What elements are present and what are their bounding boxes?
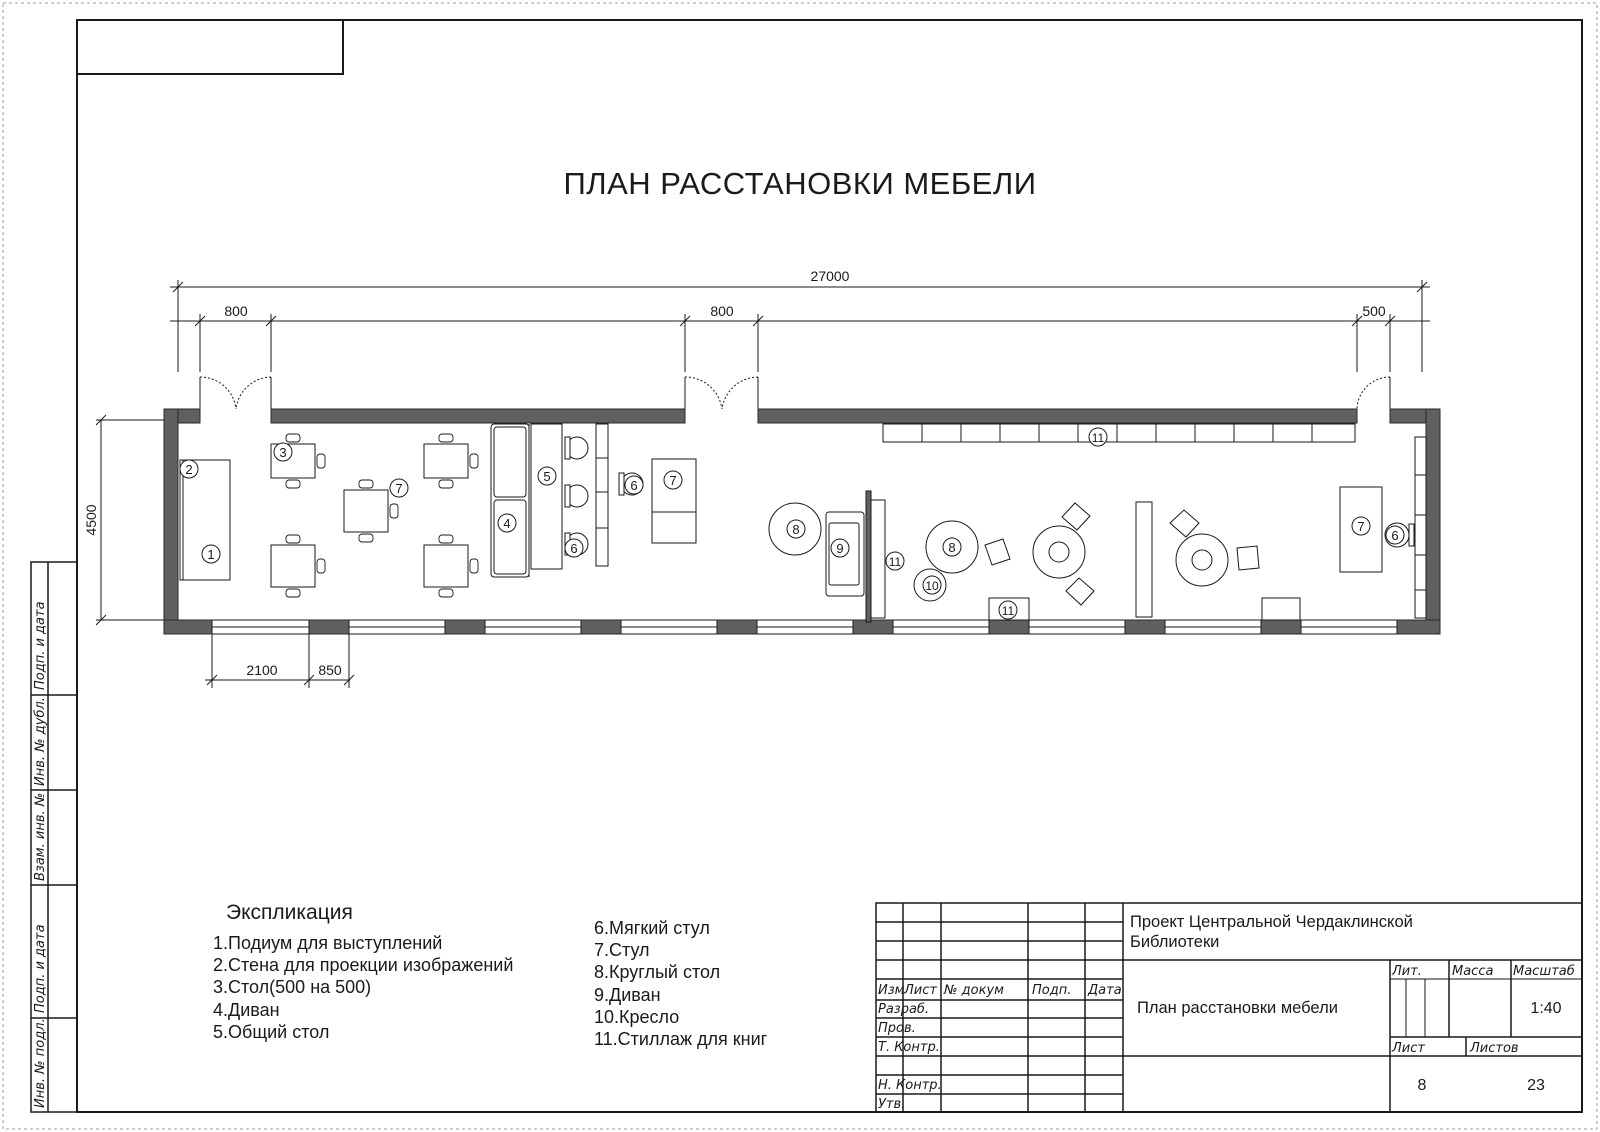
marker-label: 2	[185, 462, 193, 477]
dim-door-middle: 800	[710, 303, 734, 319]
marker-label: 11	[888, 555, 902, 569]
explication-heading: Экспликация	[226, 901, 353, 924]
common-table	[531, 424, 562, 569]
doors	[200, 377, 1390, 409]
tb-col-izm: Изм	[878, 983, 905, 998]
bookshelf-long	[883, 424, 1355, 442]
tb-lit-label: Лит.	[1392, 964, 1422, 979]
explication-item: 9.Диван	[594, 984, 661, 1005]
square-table	[271, 545, 315, 587]
side-stamp-label: Инв. № дубл.	[33, 697, 48, 786]
marker-label: 6	[630, 478, 638, 493]
tb-sheet-label: Лист	[1392, 1041, 1425, 1056]
marker-label: 8	[948, 540, 956, 555]
dim-height: 4500	[83, 504, 99, 536]
explication-item: 1.Подиум для выступлений	[213, 933, 443, 953]
marker-label: 7	[1357, 519, 1365, 534]
side-stamp-label: Взам. инв. №	[33, 792, 48, 881]
top-stamp-box	[77, 20, 343, 74]
marker-label: 6	[1391, 528, 1399, 543]
marker-label: 10	[925, 579, 939, 593]
marker-label: 11	[1001, 604, 1015, 618]
marker-label: 4	[503, 516, 511, 531]
square-table	[424, 444, 468, 478]
tb-row-label: Н. Контр.	[878, 1078, 942, 1093]
tb-col-doc: № докум	[944, 983, 1004, 998]
marker-label: 11	[1091, 431, 1105, 445]
tb-sheets-total: 23	[1527, 1077, 1545, 1094]
explication-item: 11.Стиллаж для книг	[594, 1029, 768, 1050]
marker-label: 8	[792, 522, 800, 537]
marker-label: 6	[570, 541, 578, 556]
bookshelf	[1415, 437, 1426, 618]
windows	[212, 620, 1397, 634]
explication-item: 6.Мягкий стул	[594, 918, 710, 938]
explication-item: 8.Круглый стол	[594, 962, 721, 983]
marker-label: 7	[395, 481, 403, 496]
marker-label: 3	[279, 445, 287, 460]
tb-col-date: Дата	[1088, 983, 1122, 998]
explication-column-2	[594, 917, 767, 1050]
tb-scale-value: 1:40	[1530, 1000, 1562, 1017]
bookshelf	[596, 424, 608, 566]
tb-row-label: Пров.	[878, 1021, 916, 1036]
tb-row-label: Утв.	[878, 1097, 906, 1112]
tb-col-list: Лист	[904, 983, 937, 998]
project-name	[1130, 912, 1413, 952]
project-name-line: Проект Центральной Чердаклинской	[1130, 913, 1413, 931]
marker-label: 1	[207, 547, 215, 562]
explication-item: 5.Общий стол	[213, 1021, 330, 1042]
marker-label: 7	[669, 473, 677, 488]
tb-sheets-label: Листов	[1470, 1041, 1519, 1056]
square-table	[344, 490, 388, 532]
explication-item: 7.Стул	[594, 940, 650, 961]
tb-row-label: Разраб.	[878, 1002, 930, 1017]
dim-door-left: 800	[224, 303, 248, 319]
tb-mass-label: Масса	[1452, 964, 1494, 979]
page-title: ПЛАН РАССТАНОВКИ МЕБЕЛИ	[563, 166, 1037, 201]
side-stamp-label: Инв. № подл.	[33, 1018, 48, 1108]
bookshelf	[871, 500, 885, 618]
dim-total: 27000	[810, 268, 850, 284]
project-name-line: Библиотеки	[1130, 933, 1220, 951]
tb-sheet-number: 8	[1417, 1077, 1427, 1094]
sheet-title: План расстановки мебели	[1137, 999, 1338, 1017]
dim-pier: 850	[318, 662, 342, 678]
explication-item: 4.Диван	[213, 999, 280, 1020]
side-stamp-label: Подп. и дата	[33, 601, 48, 690]
title-block-text	[878, 964, 1575, 1112]
bookshelf	[1136, 502, 1152, 617]
marker-label: 9	[836, 541, 844, 556]
explication-item: 3.Стол(500 на 500)	[213, 977, 372, 998]
tb-row-label: Т. Контр.	[878, 1040, 940, 1055]
tb-col-sign: Подп.	[1032, 983, 1072, 998]
dim-door-right: 500	[1362, 303, 1386, 319]
square-table	[424, 545, 468, 587]
tb-scale-label: Масштаб	[1513, 964, 1575, 979]
side-stamp-label: Подп. и дата	[33, 924, 48, 1013]
explication-item: 2.Стена для проекции изображений	[213, 955, 514, 976]
bookshelf	[1262, 598, 1300, 620]
dim-window: 2100	[246, 662, 278, 678]
marker-label: 5	[543, 469, 551, 484]
explication-item: 10.Кресло	[594, 1006, 680, 1027]
explication-column-1	[213, 932, 513, 1043]
